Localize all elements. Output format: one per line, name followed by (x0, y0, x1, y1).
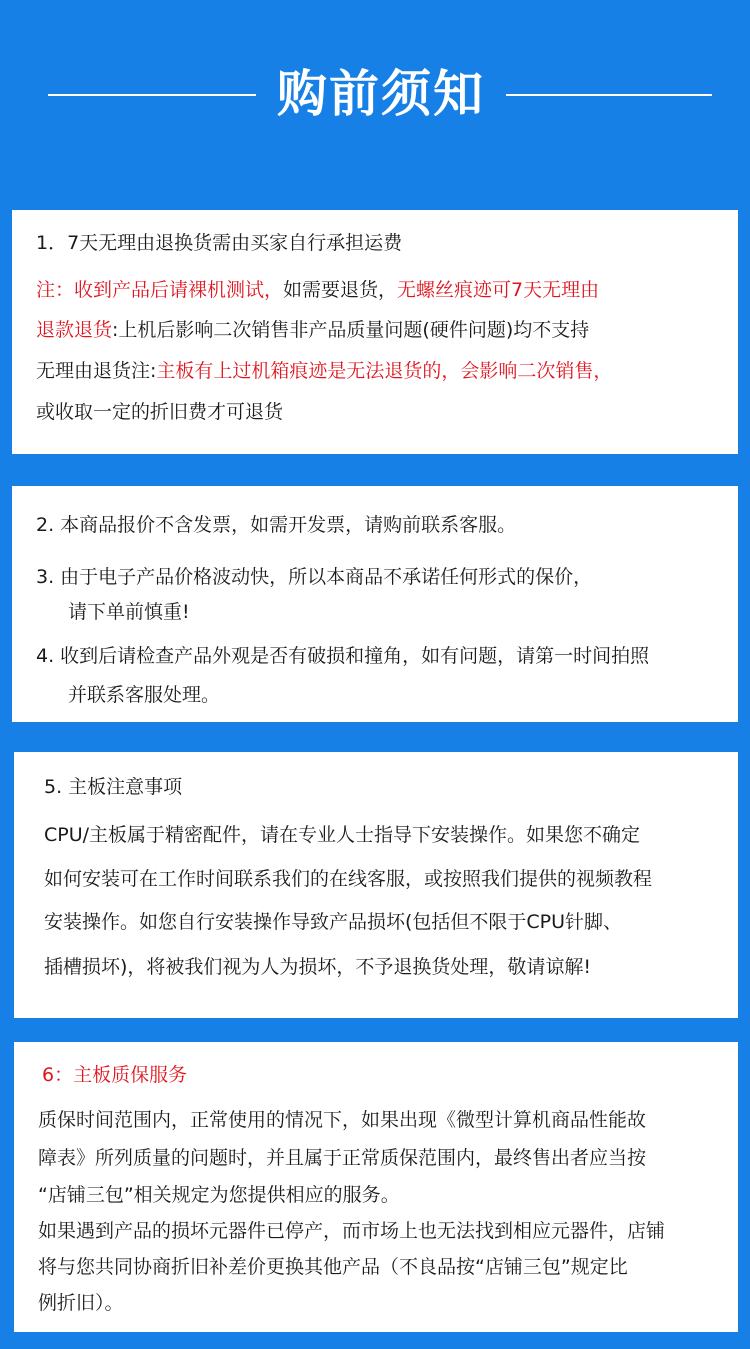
return-policy-line: 1．7天无理由退换货需由买家自行承担运费 (36, 232, 403, 254)
return-condition-line (36, 317, 589, 343)
return-policy-card (12, 210, 738, 454)
motherboard-notice-text: 插槽损坏)，将被我们视为人为损坏，不予退换货处理，敬请谅解! (44, 956, 592, 978)
return-note-red: 无螺丝痕迹可7天无理由 (397, 279, 600, 301)
inspection-note: 4. 收到后请检查产品外观是否有破损和撞角，如有问题，请第一时间拍照 (36, 645, 650, 667)
return-note-line (36, 277, 599, 303)
chassis-mark-label: 无理由退货注: (36, 360, 157, 382)
warranty-text: “店铺三包”相关规定为您提供相应的服务。 (38, 1184, 400, 1206)
header-divider-right (506, 94, 712, 96)
motherboard-notice-text: CPU/主板属于精密配件，请在专业人士指导下安装操作。如果您不确定 (44, 824, 641, 846)
purchase-notes-card (12, 486, 738, 722)
chassis-mark-red: 主板有上过机箱痕迹是无法退货的，会影响二次销售， (156, 360, 613, 382)
return-note-text: 如需要退货， (283, 279, 398, 301)
warranty-text: 如果遇到产品的损坏元器件已停产，而市场上也无法找到相应元器件，店铺 (38, 1220, 666, 1242)
return-note-red: 注：收到产品后请裸机测试， (36, 279, 284, 301)
price-note-cont: 请下单前慎重! (68, 601, 190, 623)
chassis-mark-line (36, 358, 612, 384)
inspection-note-cont: 并联系客服处理。 (68, 684, 221, 706)
warranty-text: 质保时间范围内，正常使用的情况下，如果出现《微型计算机商品性能故 (38, 1109, 647, 1131)
warranty-text: 例折旧）。 (38, 1292, 124, 1314)
motherboard-notice-heading: 5. 主板注意事项 (44, 776, 183, 798)
warranty-text: 将与您共同协商折旧补差价更换其他产品（不良品按“店铺三包”规定比 (38, 1256, 628, 1278)
page-header (0, 0, 750, 200)
motherboard-notice-text: 如何安装可在工作时间联系我们的在线客服，或按照我们提供的视频教程 (44, 868, 653, 890)
depreciation-line: 或收取一定的折旧费才可退货 (36, 401, 284, 423)
warranty-service-card (14, 1042, 738, 1332)
return-condition-text: :上机后影响二次销售非产品质量问题(硬件问题)均不支持 (112, 319, 590, 341)
page-title: 购前须知 (277, 65, 485, 123)
motherboard-notice-card (14, 752, 738, 1018)
motherboard-notice-text: 安装操作。如您自行安装操作导致产品损坏(包括但不限于CPU针脚、 (44, 911, 623, 933)
return-condition-red: 退款退货 (36, 319, 113, 341)
invoice-note: 2. 本商品报价不含发票，如需开发票，请购前联系客服。 (36, 514, 517, 536)
warranty-text: 障表》所列质量的问题时，并且属于正常质保范围内，最终售出者应当按 (38, 1147, 647, 1169)
warranty-heading: 6：主板质保服务 (42, 1064, 188, 1086)
price-note: 3. 由于电子产品价格波动快，所以本商品不承诺任何形式的保价， (36, 566, 593, 588)
header-divider-left (48, 94, 256, 96)
